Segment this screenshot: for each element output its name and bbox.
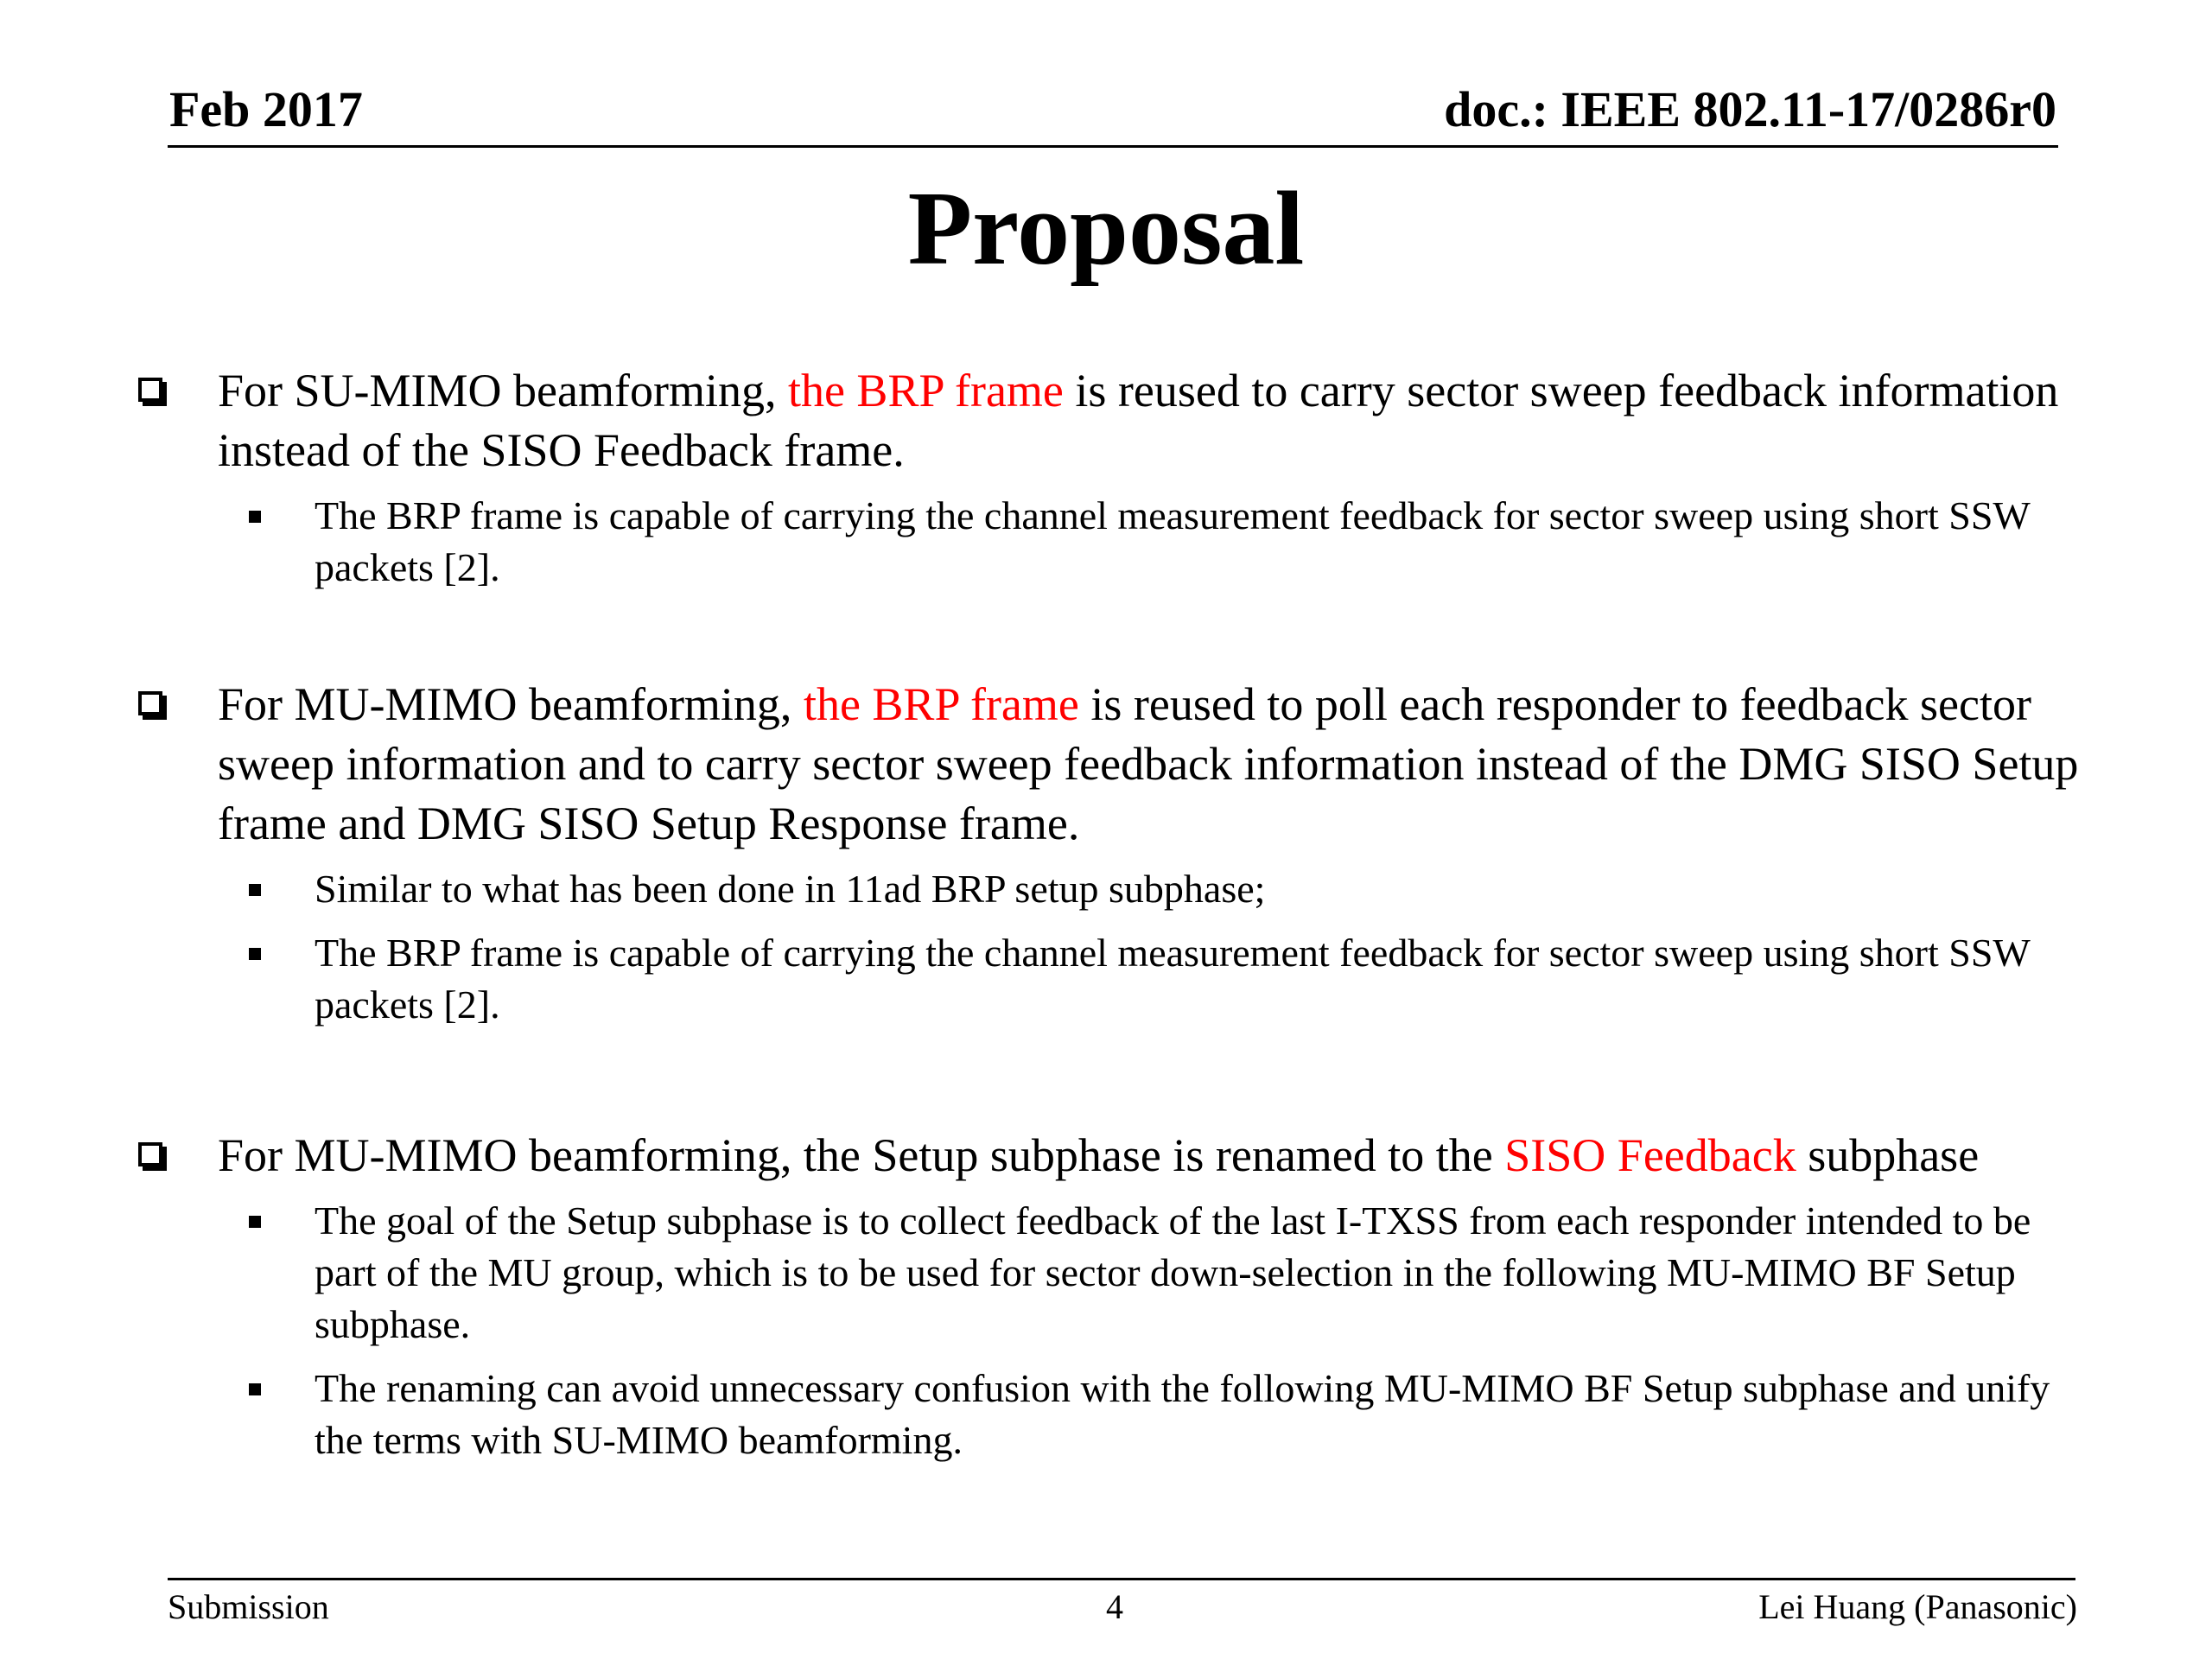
- bullet-highlight: the BRP frame: [803, 678, 1079, 730]
- square-bullet-icon: [249, 948, 261, 960]
- bullet-text: For SU-MIMO beamforming,: [218, 365, 788, 416]
- sub-bullet: [130, 490, 2100, 594]
- sub-bullet-text: Similar to what has been done in 11ad BRP setup subphase;: [315, 867, 1266, 911]
- bullet-text: For MU-MIMO beamforming, the Setup subphase is renamed to the: [218, 1129, 1505, 1181]
- checkbox-bullet-icon: [138, 691, 162, 715]
- sub-bullet-text: The renaming can avoid unnecessary confusion with the following MU-MIMO BF Setup subphase and unify the terms with SU-MIMO beamforming.: [315, 1366, 2050, 1462]
- sub-bullet: [130, 1195, 2100, 1351]
- header-divider: [168, 145, 2058, 148]
- footer-author: Lei Huang (Panasonic): [1758, 1587, 2077, 1626]
- sub-bullet-text: The goal of the Setup subphase is to collect feedback of the last I-TXSS from each responder intended to be part of the MU group, which is to be used for sector down-selection in the following MU-MIMO BF Setup subphase.: [315, 1198, 2031, 1346]
- bullet-highlight: the BRP frame: [787, 365, 1064, 416]
- slide-content: [130, 361, 2100, 1466]
- sub-bullet: [130, 863, 2100, 915]
- bullet-text: subphase: [1796, 1129, 1980, 1181]
- header-doc-id: doc.: IEEE 802.11-17/0286r0: [1444, 81, 2056, 137]
- bullet-text: is reused to poll each responder to feedback sector sweep information and to carry sector sweep feedback information instead of the DMG SISO Setup frame and DMG SISO Setup Response frame.: [218, 678, 2079, 849]
- bullet-highlight: SISO Feedback: [1504, 1129, 1796, 1181]
- slide-title: Proposal: [907, 170, 1305, 287]
- square-bullet-icon: [249, 511, 261, 523]
- checkbox-bullet-icon: [138, 1142, 162, 1166]
- square-bullet-icon: [249, 1216, 261, 1228]
- bullet-text: is reused to carry sector sweep feedback information instead of the SISO Feedback frame.: [218, 365, 2059, 476]
- sub-bullet-text: The BRP frame is capable of carrying the channel measurement feedback for sector sweep using short SSW packets [2].: [315, 931, 2031, 1027]
- footer-divider: [168, 1578, 2075, 1580]
- bullet-mu-mimo-rename: [130, 1126, 2100, 1185]
- sub-bullet: [130, 927, 2100, 1031]
- checkbox-bullet-icon: [138, 378, 162, 402]
- page-number: 4: [1106, 1587, 1123, 1626]
- sub-bullet: [130, 1363, 2100, 1466]
- bullet-su-mimo: [130, 361, 2100, 480]
- square-bullet-icon: [249, 884, 261, 896]
- bullet-text: For MU-MIMO beamforming,: [218, 678, 804, 730]
- square-bullet-icon: [249, 1383, 261, 1395]
- header-date: Feb 2017: [169, 81, 363, 137]
- sub-bullet-text: The BRP frame is capable of carrying the channel measurement feedback for sector sweep using short SSW packets [2].: [315, 493, 2031, 589]
- footer-submission: Submission: [168, 1587, 329, 1626]
- bullet-mu-mimo-brp: [130, 675, 2100, 854]
